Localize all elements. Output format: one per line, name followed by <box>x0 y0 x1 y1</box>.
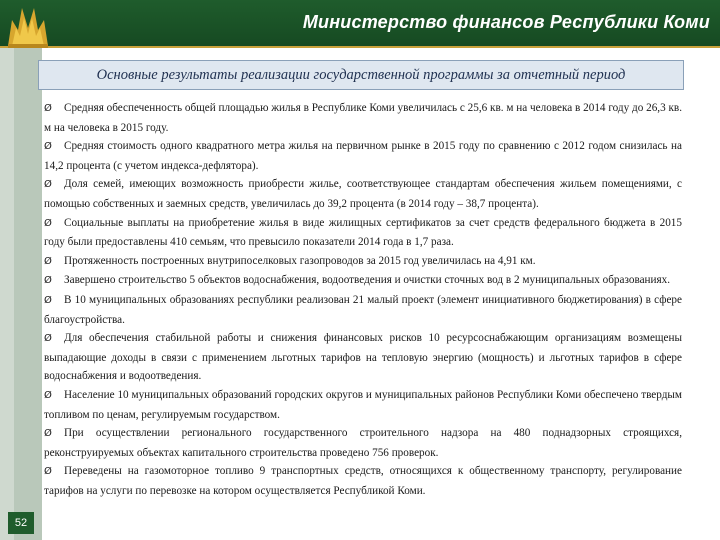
section-subtitle: Основные результаты реализации государственной программы за отчетный период <box>38 60 684 90</box>
list-item <box>44 329 682 386</box>
arrow-bullet-icon: Ø <box>44 217 52 229</box>
page-title: Министерство финансов Республики Коми <box>302 12 710 32</box>
list-item-text: Для обеспечения стабильной работы и снижения финансовых рисков 10 ресурсоснабжающим организациям возмещены выпадающие доходы в связи с применением льготных тарифов на тепловую энергию (мощность) и льготных тарифов в сфере водоснабжения и водоотведения. <box>44 332 682 383</box>
sun-emblem-icon <box>2 0 54 50</box>
arrow-bullet-icon: Ø <box>44 333 52 345</box>
list-item-text: Средняя обеспеченность общей площадью жилья в Республике Коми увеличилась с 25,6 кв. м на человека в 2014 году до 26,3 кв. м на человека в 2015 году. <box>44 102 682 134</box>
arrow-bullet-icon: Ø <box>44 389 52 401</box>
list-item <box>44 175 682 213</box>
list-item-text: При осуществлении регионального государственного строительного надзора на 480 поднадзорных строящихся, реконструируемых объектах капитального строительства проведено 756 проверок. <box>44 427 682 459</box>
list-item <box>44 214 682 252</box>
list-item <box>44 386 682 424</box>
arrow-bullet-icon: Ø <box>44 428 52 440</box>
list-item <box>44 424 682 462</box>
list-item-text: Переведены на газомоторное топливо 9 транспортных средств, относящихся к общественному транспорту, регулирование тарифов на услуги по перевозке на котором осуществляется Республикой Коми. <box>44 465 682 497</box>
arrow-bullet-icon: Ø <box>44 294 52 306</box>
list-item <box>44 252 682 272</box>
header-divider <box>0 46 720 48</box>
list-item-text: Завершено строительство 5 объектов водоснабжения, водоотведения и очистки сточных вод в 2 муниципальных образованиях. <box>64 274 671 287</box>
list-item-text: Население 10 муниципальных образований городских округов и муниципальных районов Республики Коми обеспечено твердым топливом по ценам, регулируемым государством. <box>44 388 682 421</box>
list-item <box>44 291 682 329</box>
arrow-bullet-icon: Ø <box>44 275 52 287</box>
list-item-text: В 10 муниципальных образованиях республики реализован 21 малый проект (элемент инициативного бюджетирования) в сфере благоустройства. <box>44 293 682 326</box>
arrow-bullet-icon: Ø <box>44 103 52 114</box>
results-list <box>44 99 682 500</box>
list-item <box>44 462 682 500</box>
list-item <box>44 271 682 291</box>
list-item-text: Социальные выплаты на приобретение жилья в виде жилищных сертификатов за счет средств федерального бюджета в 2015 году были предоставлены 410 семьям, что превысило показатели 2014 года в 1,7 раза. <box>44 216 682 249</box>
list-item-text: Средняя стоимость одного квадратного метра жилья на первичном рынке в 2015 году по сравнению с 2012 годом снизилась на 14,2 процента (с учетом индекса-дефлятора). <box>44 140 682 172</box>
page-number: 52 <box>8 512 34 534</box>
list-item-text: Протяженность построенных внутрипоселковых газопроводов за 2015 год увеличилась на 4,91 км. <box>64 254 536 267</box>
arrow-bullet-icon: Ø <box>44 179 52 191</box>
arrow-bullet-icon: Ø <box>44 141 52 153</box>
list-item-text: Доля семей, имеющих возможность приобрести жилье, соответствующее стандартам обеспечения жильем помещениями, с помощью собственных и заемных средств, увеличилась до 39,2 процента (в 2014 году – 38,7 процента). <box>44 178 682 210</box>
sidebar-strip-inner <box>14 48 42 540</box>
list-item <box>44 99 682 137</box>
list-item <box>44 137 682 175</box>
arrow-bullet-icon: Ø <box>44 466 52 478</box>
arrow-bullet-icon: Ø <box>44 255 52 267</box>
